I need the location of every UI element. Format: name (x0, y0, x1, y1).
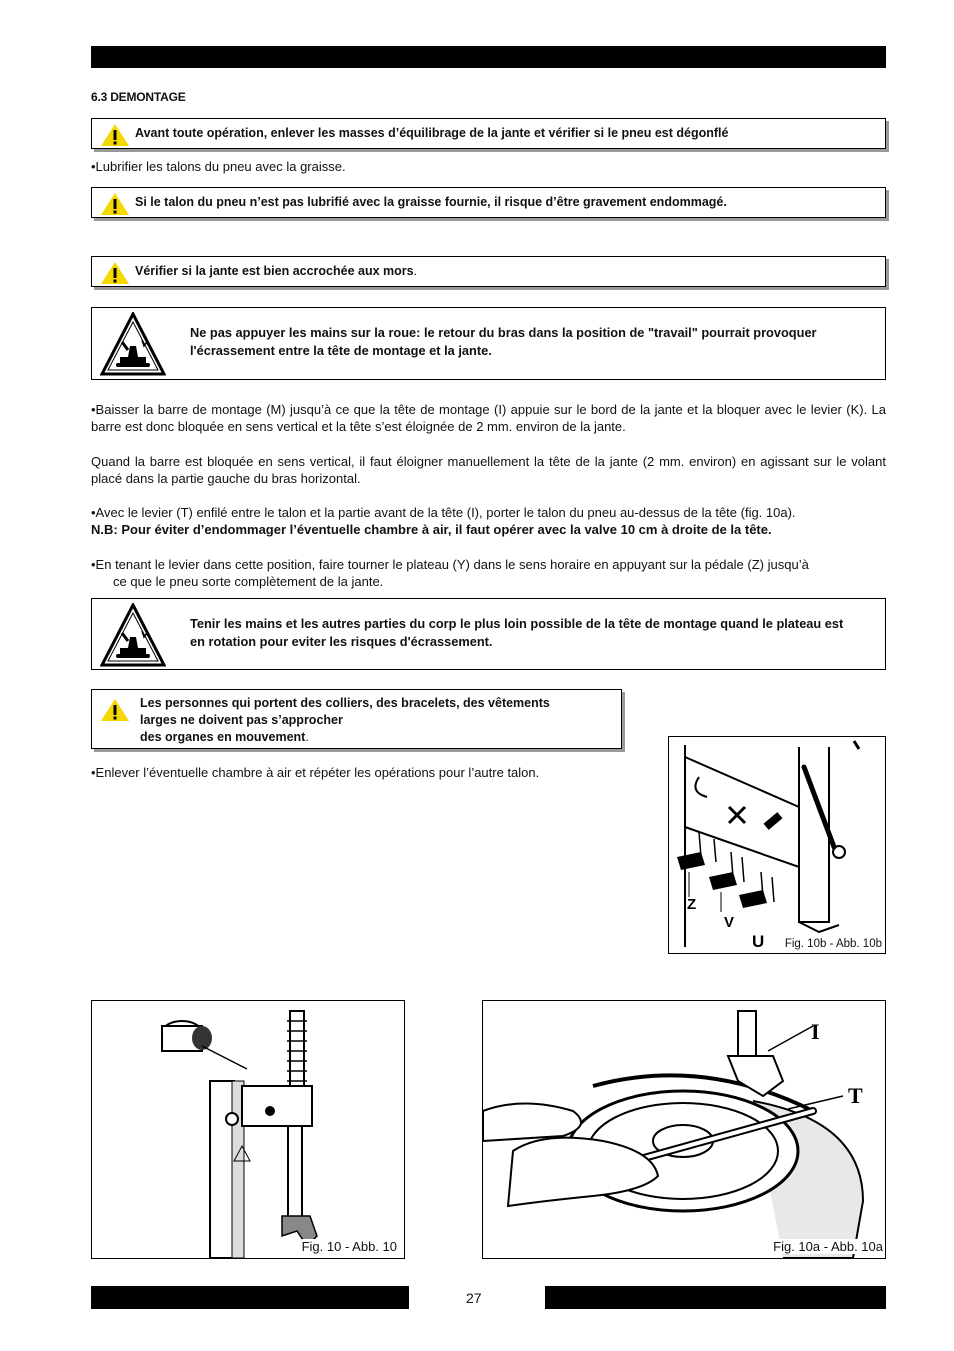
danger-box-roue (91, 307, 886, 380)
label-z: Z (687, 896, 697, 913)
page-number: 27 (466, 1290, 482, 1306)
danger-box-rotation (91, 598, 886, 670)
danger-text: Ne pas appuyer les mains sur la roue: le retour du bras dans la position de "travail" pourrait provoquer l'écrassement entre la tête de montage et la jante. (190, 325, 817, 358)
warning-triangle-icon (100, 261, 130, 285)
paragraph-enlever: •Enlever l’éventuelle chambre à air et répéter les opérations pour l’autre talon. (91, 765, 540, 780)
figure-caption: Fig. 10 - Abb. 10 (301, 1239, 397, 1254)
warning-box-jante (91, 256, 886, 287)
figure-caption: Fig. 10a - Abb. 10a (773, 1239, 883, 1254)
warning-line1: Les personnes qui portent des colliers, des bracelets, des vêtements (140, 696, 550, 710)
paragraph-tenant-line2: ce que le pneu sorte complètement de la jante. (113, 574, 384, 589)
label-u: U (752, 932, 765, 951)
footer-bar-right (545, 1286, 886, 1309)
paragraph-baisser: •Baisser la barre de montage (M) jusqu’à ce que la tête de montage (I) appuie sur le bord de la jante et la bloquer avec le levier (K). La barre est donc bloquée en sens vertical et la tête s’est éloignée de 2 mm. environ de la jante. (91, 402, 886, 434)
label-t: T (848, 1083, 863, 1108)
paragraph-tenant-line1: •En tenant le levier dans cette position, faire tourner le plateau (Y) dans le sens horaire en appuyant sur la pédale (Z) jusqu’à (91, 557, 809, 572)
warning-line3 (140, 729, 613, 746)
figure-10 (91, 1000, 405, 1259)
danger-text: Tenir les mains et les autres parties du corp le plus loin possible de la tête de montage quand le plateau est en rotation pour eviter les risques d'écrassement. (190, 616, 844, 649)
paragraph-tenant (91, 556, 886, 590)
footer-bar-left (91, 1286, 409, 1309)
header-bar (91, 46, 886, 68)
figure-caption: Fig. 10b - Abb. 10b (784, 938, 882, 950)
warning-box-masses (91, 118, 886, 149)
warning-triangle-icon (100, 123, 130, 147)
paragraph-nb: N.B: Pour éviter d’endommager l’éventuelle chambre à air, il faut opérer avec la valve 10 cm à droite de la tête. (91, 522, 772, 537)
warning-line2: larges ne doivent pas s’approcher (140, 713, 343, 727)
warning-text-bold: Vérifier si la jante est bien accrochée aux mors (135, 264, 414, 278)
pedal-illustration (669, 737, 885, 953)
warning-text-end: . (413, 264, 418, 278)
tire-demounting-illustration (483, 1001, 885, 1258)
warning-text (140, 695, 613, 746)
warning-text (135, 263, 877, 280)
mounting-head-illustration (92, 1001, 404, 1258)
paragraph-lubrifier: •Lubrifier les talons du pneu avec la graisse. (91, 159, 346, 174)
label-i: I (811, 1019, 820, 1044)
warning-text: Si le talon du pneu n’est pas lubrifié avec la graisse fournie, il risque d’être gravement endommagé. (135, 195, 727, 209)
section-title: 6.3 DEMONTAGE (91, 90, 186, 104)
label-v: V (724, 914, 735, 931)
warning-triangle-icon (100, 192, 130, 216)
crush-hazard-icon (100, 312, 166, 376)
warning-box-lubrification (91, 187, 886, 218)
figure-10b (668, 736, 886, 954)
warning-line3-end: . (305, 730, 309, 744)
paragraph-levier: •Avec le levier (T) enfilé entre le talon et la partie avant de la tête (I), porter le talon du pneu au-dessus de la tête (fig. 10a). (91, 505, 796, 520)
paragraph-quand: Quand la barre est bloquée en sens vertical, il faut éloigner manuellement la tête de la jante (2 mm. environ) en agissant sur le volant placé dans la partie gauche du bras horizontal. (91, 454, 886, 486)
warning-text: Avant toute opération, enlever les masses d’équilibrage de la jante et vérifier si le pneu est dégonflé (135, 126, 729, 140)
crush-hazard-icon (100, 603, 166, 667)
warning-triangle-icon (100, 698, 130, 722)
warning-box-personnes (91, 689, 622, 749)
warning-line3-bold: des organes en mouvement (140, 730, 306, 744)
figure-10a (482, 1000, 886, 1259)
